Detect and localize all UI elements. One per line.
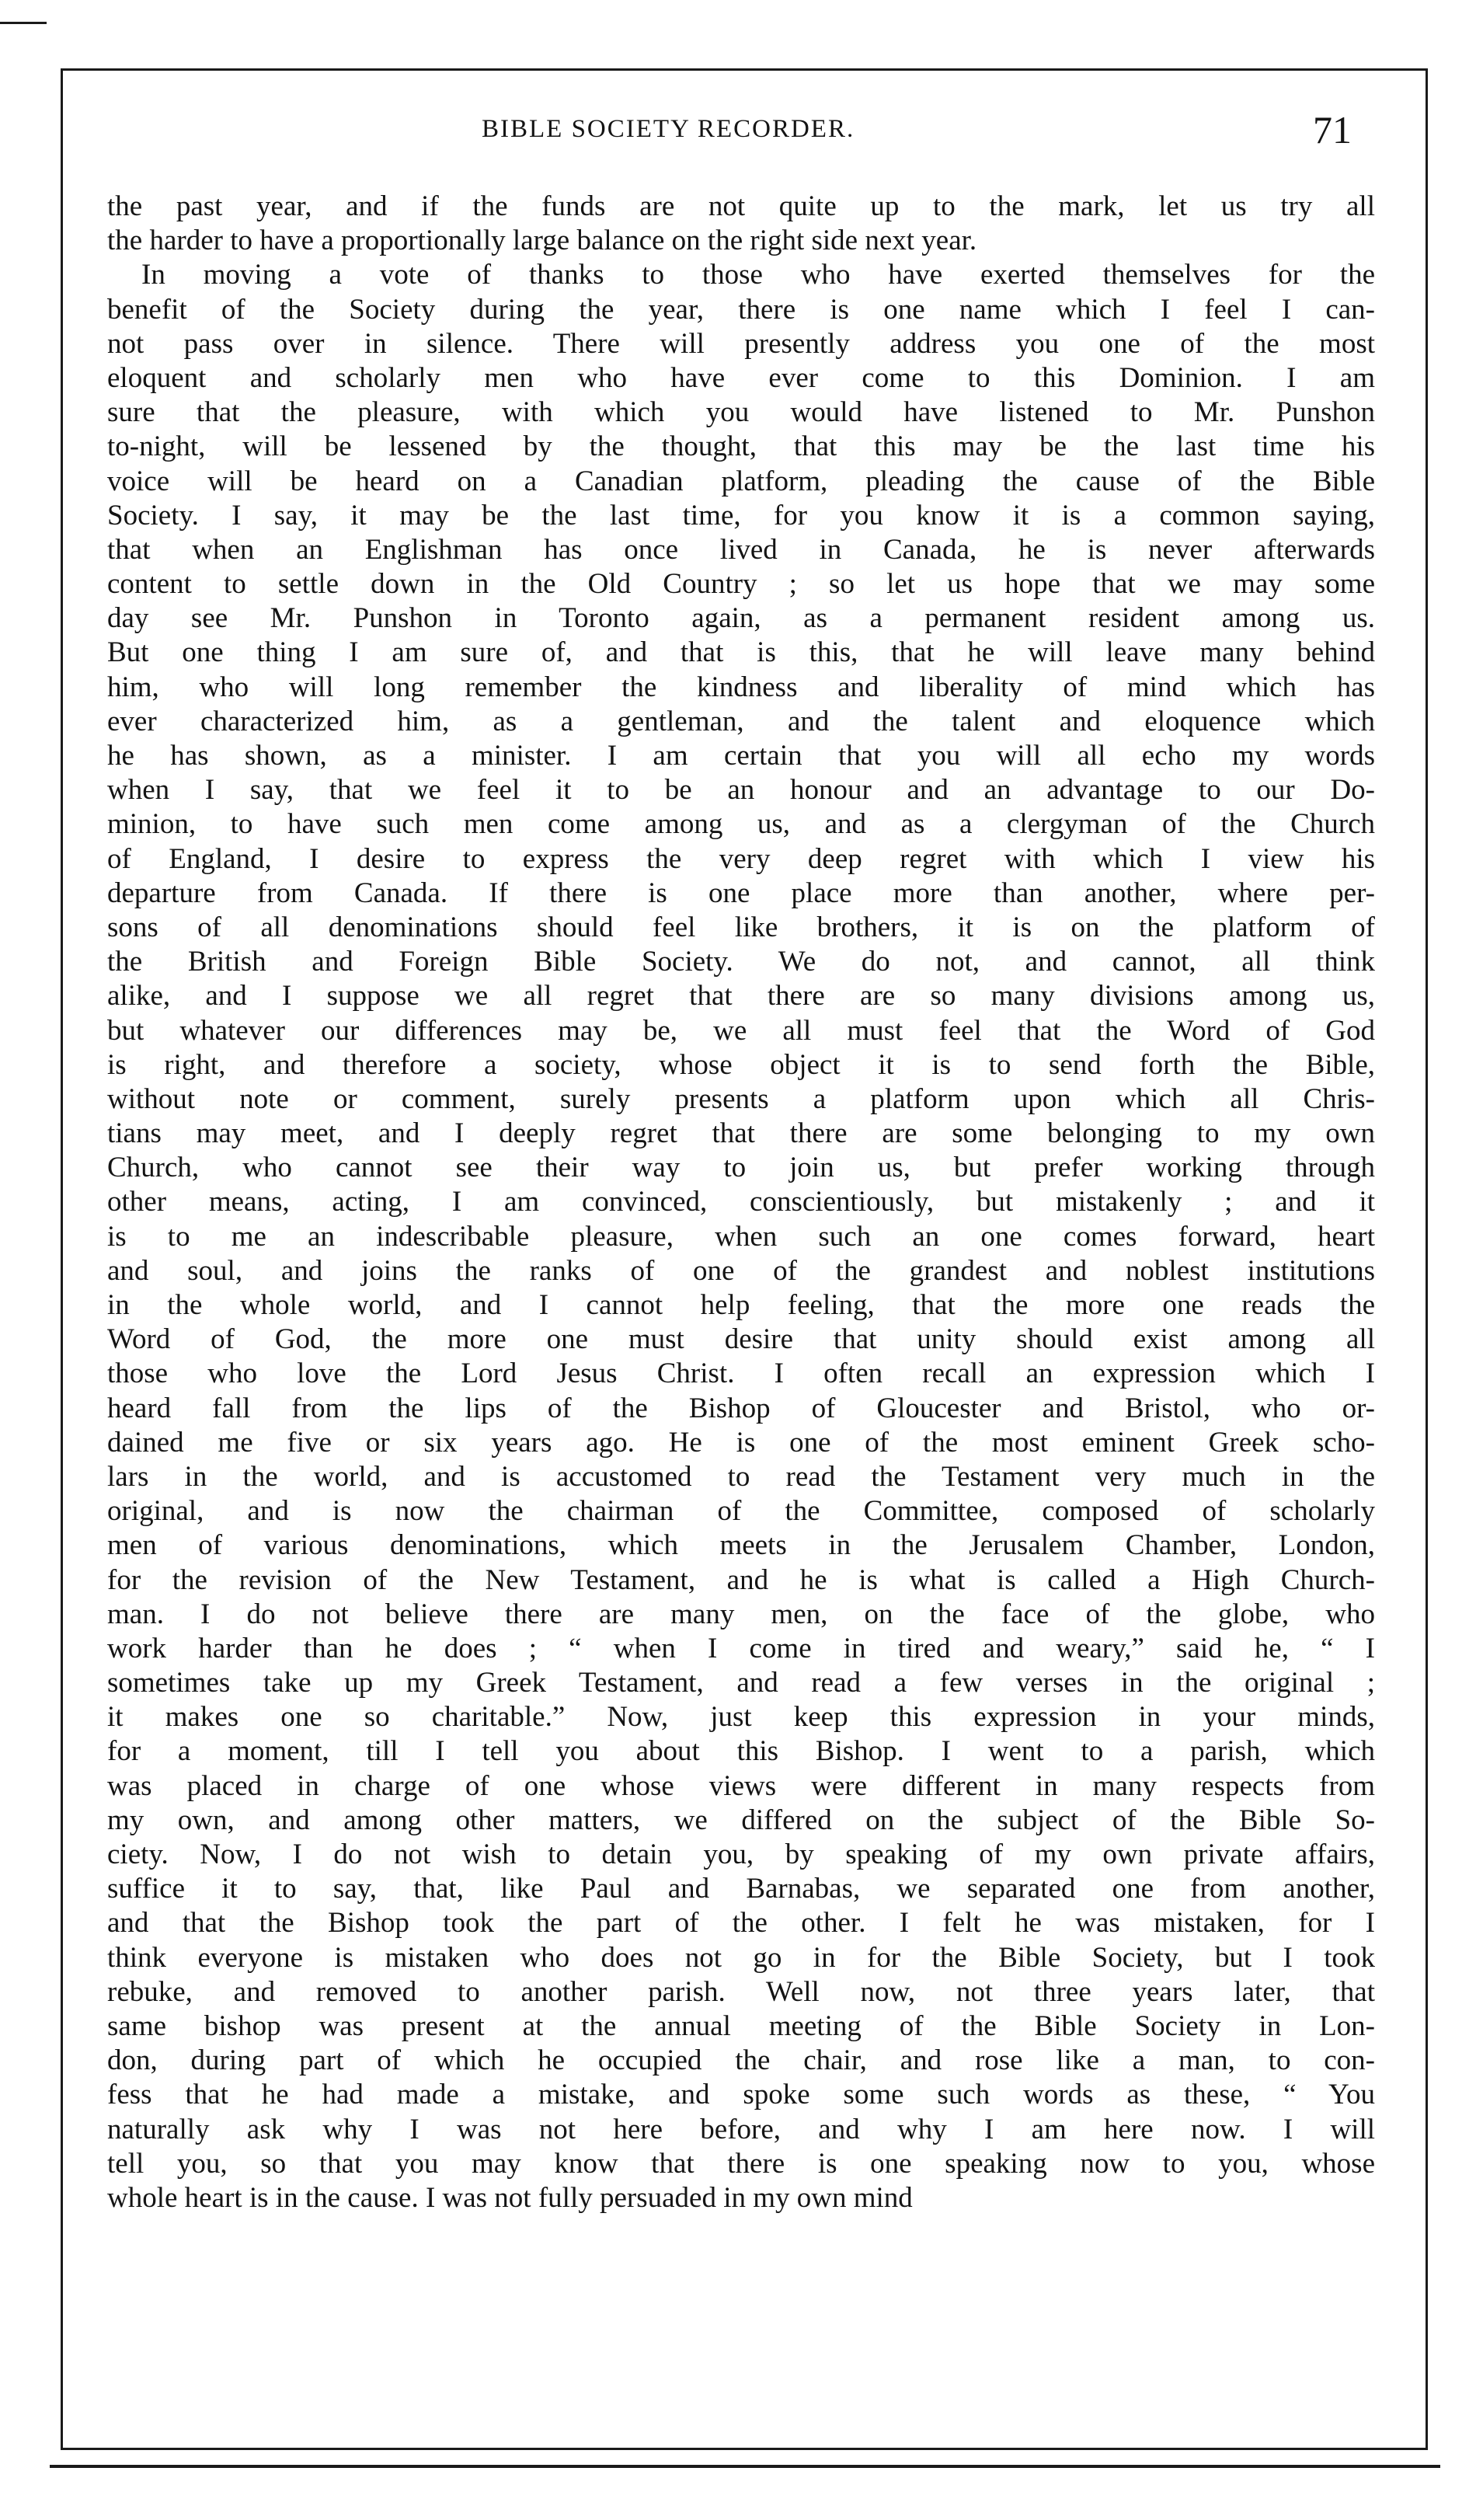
text-line: minion, to have such men come among us, and as a clergyman of the Church bbox=[107, 808, 1375, 841]
text-line: the British and Foreign Bible Society. We do not, and cannot, all think bbox=[107, 946, 1375, 978]
text-line: Society. I say, it may be the last time, for you know it is a common saying, bbox=[107, 499, 1375, 532]
text-line: those who love the Lord Jesus Christ. I often recall an expression which I bbox=[107, 1358, 1375, 1390]
text-line: other means, acting, I am convinced, conscientiously, but mistakenly ; and it bbox=[107, 1186, 1375, 1218]
text-line: is right, and therefore a society, whose object it is to send forth the Bible, bbox=[107, 1048, 1375, 1081]
text-line: men of various denominations, which meets in the Jerusalem Chamber, London, bbox=[107, 1529, 1375, 1562]
text-line: heard fall from the lips of the Bishop of Gloucester and Bristol, who or- bbox=[107, 1392, 1375, 1424]
text-line: ever characterized him, as a gentleman, and the talent and eloquence which bbox=[107, 705, 1375, 737]
text-line: man. I do not believe there are many men, on the face of the globe, who bbox=[107, 1598, 1375, 1630]
text-line: that when an Englishman has once lived in Canada, he is never afterwards bbox=[107, 533, 1375, 566]
text-line: fess that he had made a mistake, and spoke some such words as these, “ You bbox=[107, 2079, 1375, 2111]
text-line: my own, and among other matters, we differed on the subject of the Bible So- bbox=[107, 1804, 1375, 1836]
text-line: the past year, and if the funds are not quite up to the mark, let us try all bbox=[107, 190, 1375, 222]
text-line: In moving a vote of thanks to those who have exerted themselves for the bbox=[141, 259, 1375, 291]
text-line: tell you, so that you may know that there is one speaking now to you, whose bbox=[107, 2147, 1375, 2180]
text-line: lars in the world, and is accustomed to read the Testament very much in the bbox=[107, 1460, 1375, 1493]
text-line: to-night, will be lessened by the thought, that this may be the last time his bbox=[107, 430, 1375, 463]
text-line: the harder to have a proportionally large balance on the right side next year. bbox=[107, 225, 977, 257]
text-line: for a moment, till I tell you about this Bishop. I went to a parish, which bbox=[107, 1735, 1375, 1768]
text-line: naturally ask why I was not here before, and why I am here now. I will bbox=[107, 2113, 1375, 2145]
running-head: BIBLE SOCIETY RECORDER. bbox=[482, 115, 855, 143]
text-line: ciety. Now, I do not wish to detain you, by speaking of my own private affairs, bbox=[107, 1839, 1375, 1870]
text-line: departure from Canada. If there is one place more than another, where per- bbox=[107, 877, 1375, 909]
text-line: work harder than he does ; “ when I come in tired and weary,” said he, “ I bbox=[107, 1632, 1375, 1664]
text-line: was placed in charge of one whose views were different in many respects from bbox=[107, 1769, 1375, 1802]
text-line: content to settle down in the Old Country ; so let us hope that we may some bbox=[107, 568, 1375, 601]
text-line: and that the Bishop took the part of the other. I felt he was mistaken, for I bbox=[107, 1907, 1375, 1940]
text-line: it makes one so charitable.” Now, just keep this expression in your minds, bbox=[107, 1701, 1375, 1734]
text-line: voice will be heard on a Canadian platform, pleading the cause of the Bible bbox=[107, 465, 1375, 497]
text-line: rebuke, and removed to another parish. Well now, not three years later, that bbox=[107, 1975, 1375, 2008]
text-line: Word of God, the more one must desire that unity should exist among all bbox=[107, 1323, 1375, 1356]
text-line: he has shown, as a minister. I am certain that you will all echo my words bbox=[107, 740, 1375, 772]
text-line: don, during part of which he occupied the chair, and rose like a man, to con- bbox=[107, 2044, 1375, 2077]
text-line: in the whole world, and I cannot help feeling, that the more one reads the bbox=[107, 1289, 1375, 1321]
bottom-rule bbox=[50, 2465, 1440, 2468]
text-line: benefit of the Society during the year, there is one name which I feel I can- bbox=[107, 293, 1375, 326]
text-line: sure that the pleasure, with which you would have listened to Mr. Punshon bbox=[107, 396, 1375, 429]
text-line: of England, I desire to express the very deep regret with which I view his bbox=[107, 842, 1375, 875]
text-line: but whatever our differences may be, we all must feel that the Word of God bbox=[107, 1014, 1375, 1047]
body-text bbox=[107, 190, 1375, 2215]
text-line: without note or comment, surely presents a platform upon which all Chris- bbox=[107, 1082, 1375, 1115]
text-line: alike, and I suppose we all regret that there are so many divisions among us, bbox=[107, 980, 1375, 1013]
top-edge-rule bbox=[0, 22, 47, 24]
page-number: 71 bbox=[1313, 108, 1352, 152]
text-line: same bishop was present at the annual meeting of the Bible Society in Lon- bbox=[107, 2009, 1375, 2042]
text-line: think everyone is mistaken who does not go in for the Bible Society, but I took bbox=[107, 1941, 1375, 1974]
text-line: sometimes take up my Greek Testament, and read a few verses in the original ; bbox=[107, 1667, 1375, 1699]
text-line: whole heart is in the cause. I was not fully persuaded in my own mind bbox=[107, 2181, 913, 2214]
text-line: him, who will long remember the kindness and liberality of mind which has bbox=[107, 671, 1375, 703]
text-line: day see Mr. Punshon in Toronto again, as a permanent resident among us. bbox=[107, 602, 1375, 635]
text-line: for the revision of the New Testament, and he is what is called a High Church- bbox=[107, 1563, 1375, 1596]
text-line: sons of all denominations should feel like brothers, it is on the platform of bbox=[107, 911, 1375, 943]
text-line: But one thing I am sure of, and that is this, that he will leave many behind bbox=[107, 636, 1375, 669]
text-line: and soul, and joins the ranks of one of the grandest and noblest institutions bbox=[107, 1254, 1375, 1287]
text-line: Church, who cannot see their way to join us, but prefer working through bbox=[107, 1152, 1375, 1184]
text-line: tians may meet, and I deeply regret that there are some belonging to my own bbox=[107, 1117, 1375, 1150]
text-line: not pass over in silence. There will presently address you one of the most bbox=[107, 327, 1375, 360]
text-line: is to me an indescribable pleasure, when such an one comes forward, heart bbox=[107, 1220, 1375, 1253]
text-line: eloquent and scholarly men who have ever come to this Dominion. I am bbox=[107, 361, 1375, 394]
text-line: dained me five or six years ago. He is one of the most eminent Greek scho- bbox=[107, 1426, 1375, 1459]
text-line: when I say, that we feel it to be an honour and an advantage to our Do- bbox=[107, 774, 1375, 807]
text-line: original, and is now the chairman of the Committee, composed of scholarly bbox=[107, 1495, 1375, 1528]
text-line: suffice it to say, that, like Paul and Barnabas, we separated one from another, bbox=[107, 1873, 1375, 1905]
